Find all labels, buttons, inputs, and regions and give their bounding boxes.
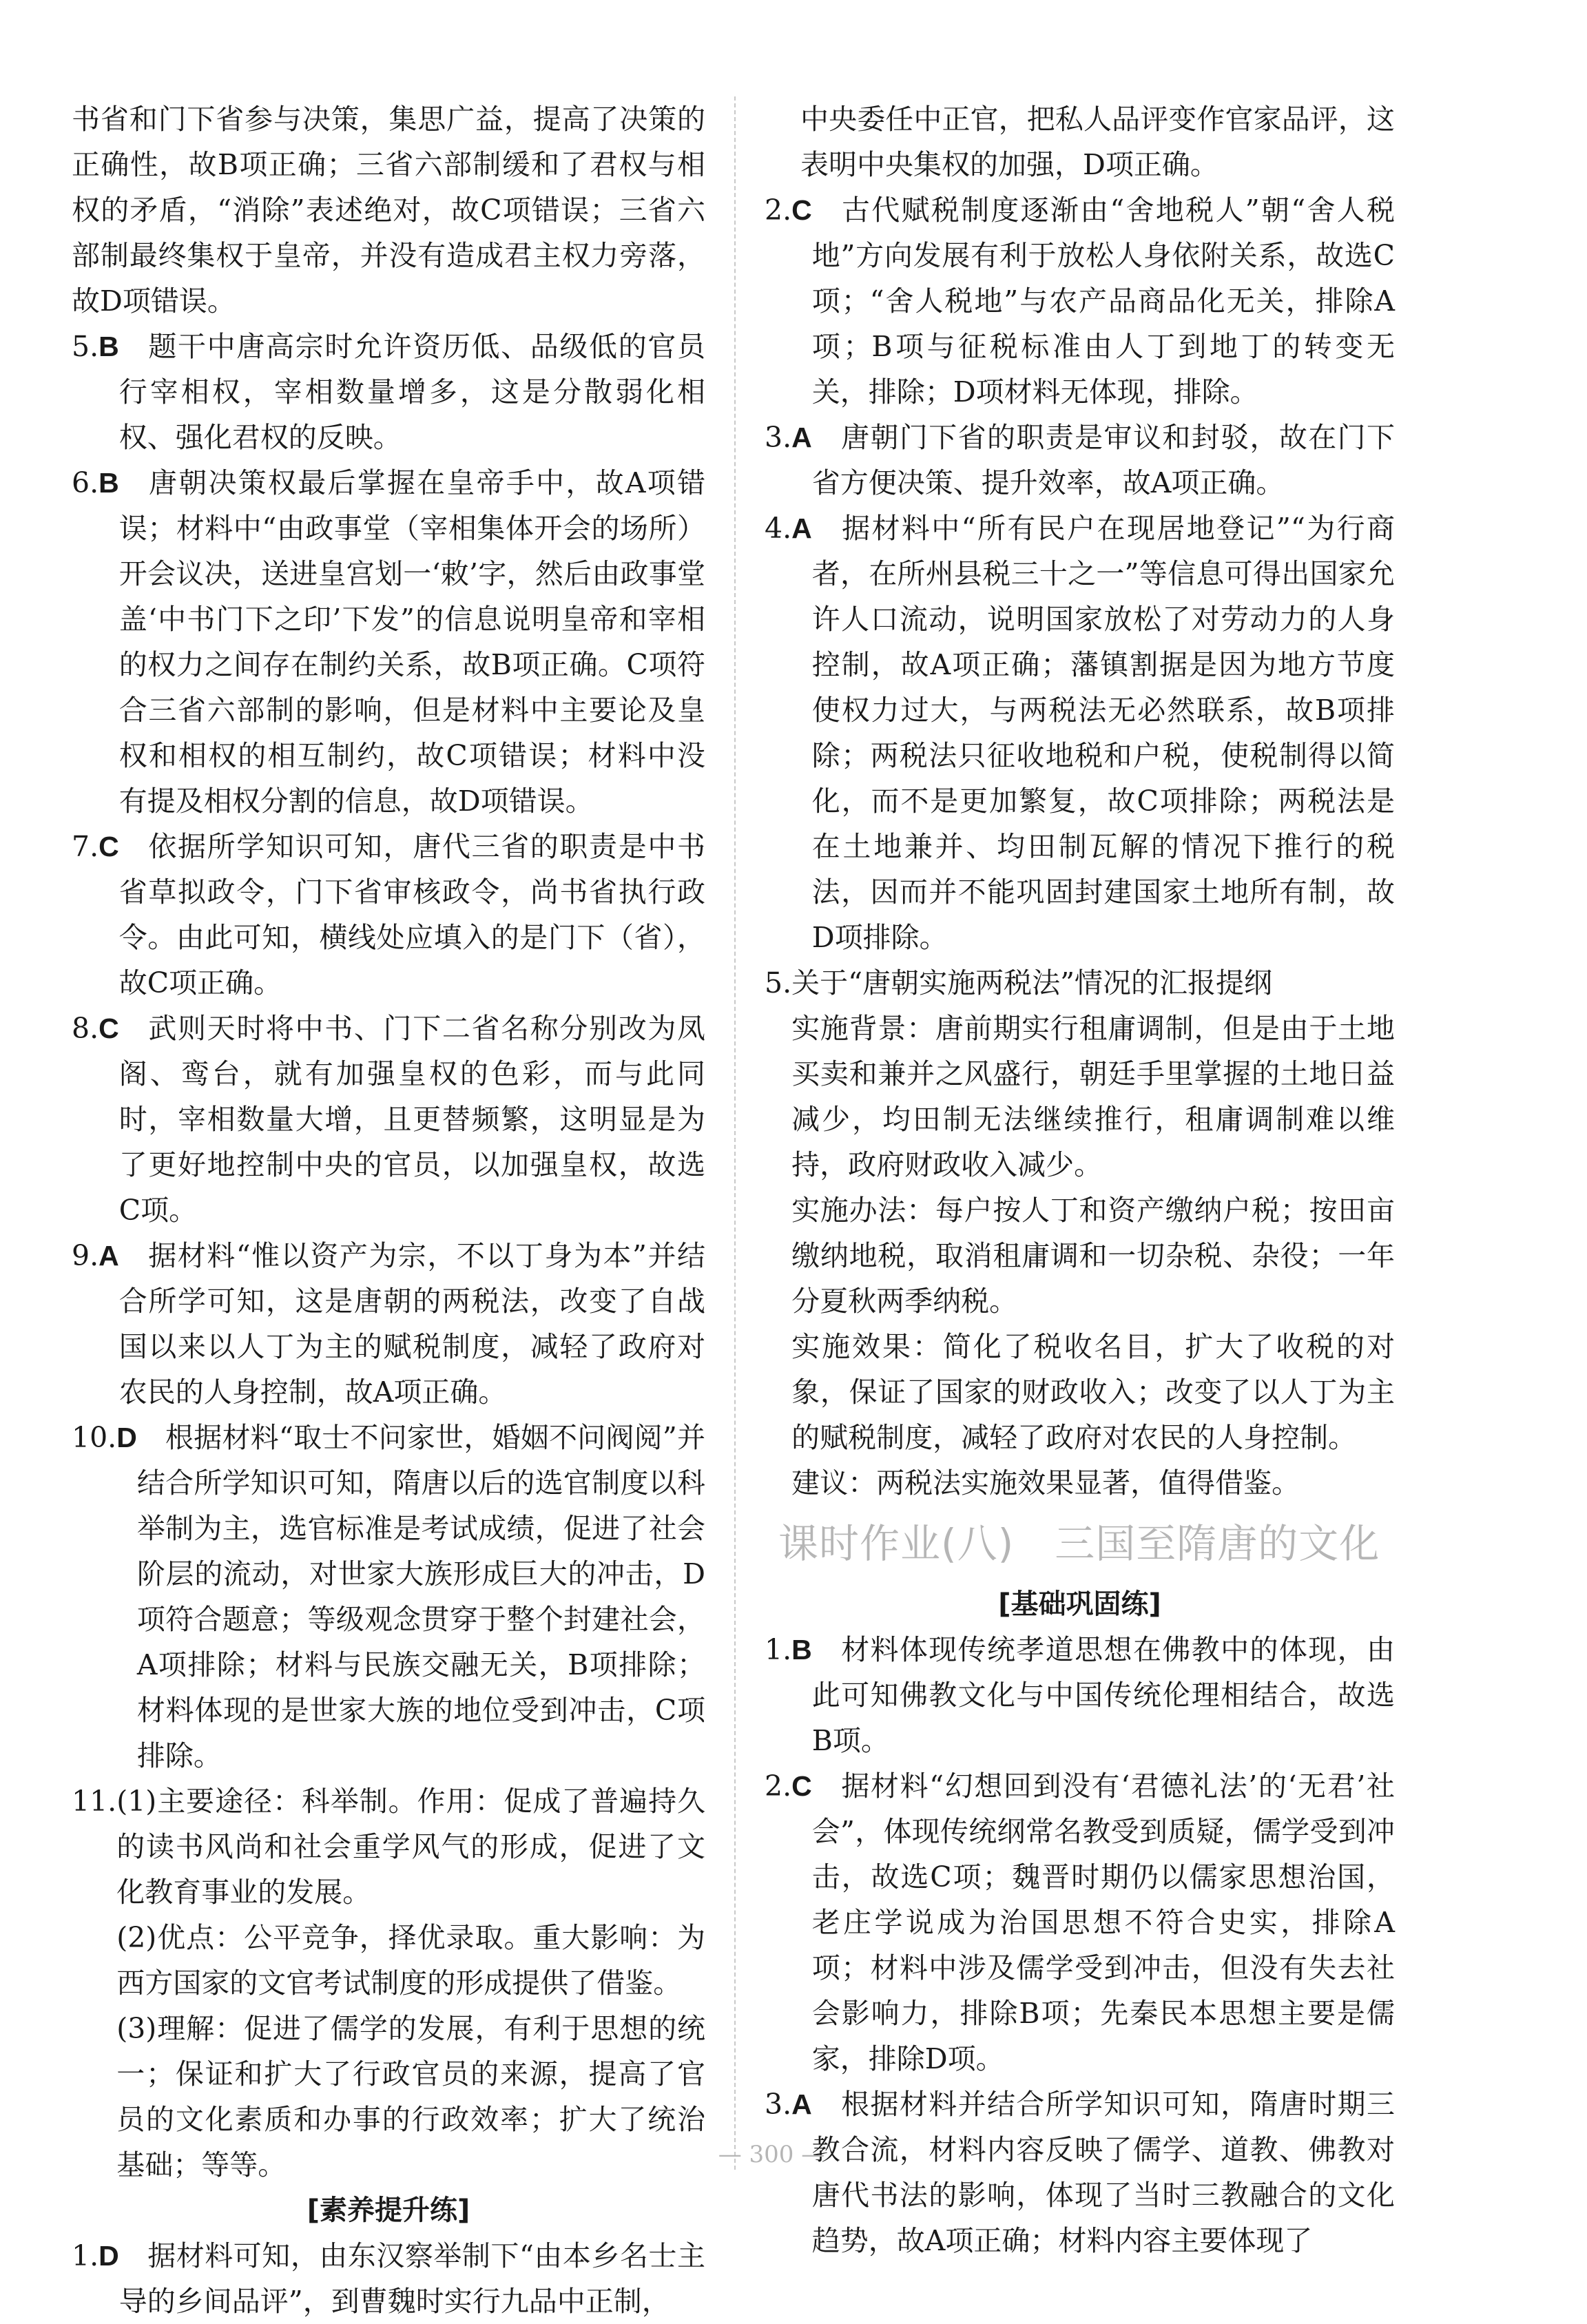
item-number: 3. [765,421,792,454]
sub-answer: (3)理解：促进了儒学的发展，有利于思想的统一；保证和扩大了行政官员的来源，提高了官员的文化素质和办事的行政效率；扩大了统治基础；等等。 [116,2012,705,2181]
answer-letter: C [98,1013,119,1044]
answer-letter: B [98,467,119,499]
answer-letter: D [98,2240,119,2272]
answer-item-b2 [765,1763,1395,2082]
answer-letter: A [98,1240,119,1272]
answer-item-6 [72,460,705,824]
sub-answer: (1)主要途径：科举制。作用：促成了普遍持久的读书风尚和社会重学风气的形成，促进了文化教育事业的发展。 [116,1785,705,1909]
explanation-text: 据材料“惟以资产为宗，不以丁身为本”并结合所学可知，这是唐朝的两税法，改变了自战国以来以人丁为主的赋税制度，减轻了政府对农民的人身控制，故A项正确。 [118,1239,705,1409]
item-number: 9. [72,1239,99,1272]
answer-letter: A [791,512,812,544]
lesson-title: 课时作业(八) 三国至隋唐的文化 [778,1520,1380,1567]
outline-method: 实施办法：每户按人丁和资产缴纳户税；按田亩缴纳地税，取消租庸调和一切杂税、杂役；一年分夏秋两季纳税。 [791,1194,1395,1318]
item-number: 6. [72,466,99,499]
outline-heading: 关于“唐朝实施两税法”情况的汇报提纲 [791,966,1273,999]
outline-suggestion: 建议：两税法实施效果显著，值得借鉴。 [791,1466,1300,1500]
explanation-text: 唐朝门下省的职责是审议和封驳，故在门下省方便决策、提升效率，故A项正确。 [811,421,1395,499]
explanation-text: 古代赋税制度逐渐由“舍地税人”朝“舍人税地”方向发展有利于放松人身依附关系，故选C项；“舍人税地”与农产品商品化无关，排除A项；B项与征税标准由人丁到地丁的转变无关，排除；D项材料无体现，排除。 [811,194,1395,408]
answer-item-5-outline [765,960,1395,1506]
section-heading: [基础巩固练] [998,1588,1161,1620]
answer-item-10 [72,1415,705,1778]
item-number: 1. [765,1633,792,1666]
answer-item-s1 [72,2233,705,2324]
outline-effect: 实施效果：简化了税收名目，扩大了收税的对象，保证了国家的财政收入；改变了以人丁为主的赋税制度，减轻了政府对农民的人身控制。 [791,1330,1395,1454]
answer-letter: A [791,2088,812,2120]
explanation-text: 据材料中“所有民户在现居地登记”“为行商者，在所州县税三十之一”等信息可得出国家允许人口流动，说明国家放松了对劳动力的人身控制，故A项正确；藩镇割据是因为地方节度使权力过大，与两税法无必然联系，故B项排除；两税法只征收地税和户税，使税制得以简化，而不是更加繁复，故C项排除；两税法是在土地兼并、均田制瓦解的情况下推行的税法，因而并不能巩固封建国家土地所有制，故D项排除。 [811,512,1395,954]
explanation-text: 题干中唐高宗时允许资历低、品级低的官员行宰相权，宰相数量增多，这是分散弱化相权、强化君权的反映。 [118,330,705,454]
item-number: 11. [72,1785,117,1818]
answer-letter: B [98,331,119,362]
left-column [72,96,705,2324]
section-heading: [素养提升练] [307,2195,470,2226]
item-number: 5. [72,330,99,363]
answer-item-b3 [765,2082,1395,2263]
column-divider [734,96,736,2170]
item-number: 7. [72,830,99,863]
explanation-text: 依据所学知识可知，唐代三省的职责是中书省草拟政令，门下省审核政令，尚书省执行政令。由此可知，横线处应填入的是门下（省），故C项正确。 [118,830,705,999]
item-number: 10. [72,1421,117,1454]
item-number: 1. [72,2239,99,2272]
item-number: 2. [765,1770,792,1803]
left-intro-text: 书省和门下省参与决策，集思广益，提高了决策的正确性，故B项正确；三省六部制缓和了君权与相权的矛盾，“消除”表述绝对，故C项错误；三省六部制最终集权于皇帝，并没有造成君主权力旁落，故D项错误。 [72,103,705,318]
answer-letter: C [98,831,119,862]
explanation-text: 据材料“幻想回到没有‘君德礼法’的‘无君’社会”，体现传统纲常名教受到质疑，儒学受到冲击，故选C项；魏晋时期仍以儒家思想治国，老庄学说成为治国思想不符合史实，排除A项；材料中涉及儒学受到冲击，但没有失去社会影响力，排除B项；先秦民本思想主要是儒家，排除D项。 [811,1770,1395,2075]
item-number: 4. [765,512,792,545]
right-column [765,96,1395,2263]
explanation-text: 材料体现传统孝道思想在佛教中的体现，由此可知佛教文化与中国传统伦理相结合，故选B项。 [811,1633,1395,1757]
item-number: 5. [765,966,792,999]
answer-item-8 [72,1006,705,1233]
answer-letter: C [791,194,812,226]
answer-letter: A [791,422,812,453]
answer-item-11 [72,1778,705,2188]
answer-item-9 [72,1233,705,1415]
answer-letter: C [791,1770,812,1802]
answer-item-4 [765,506,1395,960]
answer-letter: D [116,1422,137,1453]
answer-item-b1 [765,1627,1395,1763]
explanation-text: 唐朝决策权最后掌握在皇帝手中，故A项错误；材料中“由政事堂（宰相集体开会的场所）开会议决，送进皇宫划一‘敕’字，然后由政事堂盖‘中书门下之印’下发”的信息说明皇帝和宰相的权力之间存在制约关系，故B项正确。C项符合三省六部制的影响，但是材料中主要论及皇权和相权的相互制约，故C项错误；材料中没有提及相权分割的信息，故D项错误。 [118,466,705,818]
outline-background: 实施背景：唐前期实行租庸调制，但是由于土地买卖和兼并之风盛行，朝廷手里掌握的土地日益减少，均田制无法继续推行，租庸调制难以维持，政府财政收入减少。 [791,1012,1395,1181]
item-number: 8. [72,1012,99,1045]
explanation-text: 据材料可知，由东汉察举制下“由本乡名士主导的乡间品评”，到曹魏时实行九品中正制， [118,2239,705,2318]
answer-item-3 [765,415,1395,506]
explanation-text: 武则天时将中书、门下二省名称分别改为凤阁、鸾台，就有加强皇权的色彩，而与此同时，宰相数量大增，且更替频繁，这明显是为了更好地控制中央的官员，以加强皇权，故选C项。 [118,1012,705,1227]
item-number: 2. [765,194,792,227]
explanation-text: 根据材料“取士不问家世，婚姻不问阀阅”并结合所学知识可知，隋唐以后的选官制度以科举制为主，选官标准是考试成绩，促进了社会阶层的流动，对世家大族形成巨大的冲击，D项符合题意；等级观念贯穿于整个封建社会，A项排除；材料与民族交融无关，B项排除；材料体现的是世家大族的地位受到冲击，C项排除。 [136,1421,705,1772]
answer-letter: B [791,1634,812,1666]
item-number: 3. [765,2088,792,2121]
page-number: — 300 — [718,2141,825,2168]
answer-item-5 [72,324,705,460]
answer-item-2 [765,187,1395,415]
right-intro-text: 中央委任中正官，把私人品评变作官家品评，这表明中央集权的加强，D项正确。 [800,103,1395,181]
sub-answer: (2)优点：公平竞争，择优录取。重大影响：为西方国家的文官考试制度的形成提供了借鉴。 [116,1921,705,2000]
explanation-text: 根据材料并结合所学知识可知，隋唐时期三教合流，材料内容反映了儒学、道教、佛教对唐代书法的影响，体现了当时三教融合的文化趋势，故A项正确；材料内容主要体现了 [811,2088,1395,2257]
answer-item-7 [72,824,705,1006]
